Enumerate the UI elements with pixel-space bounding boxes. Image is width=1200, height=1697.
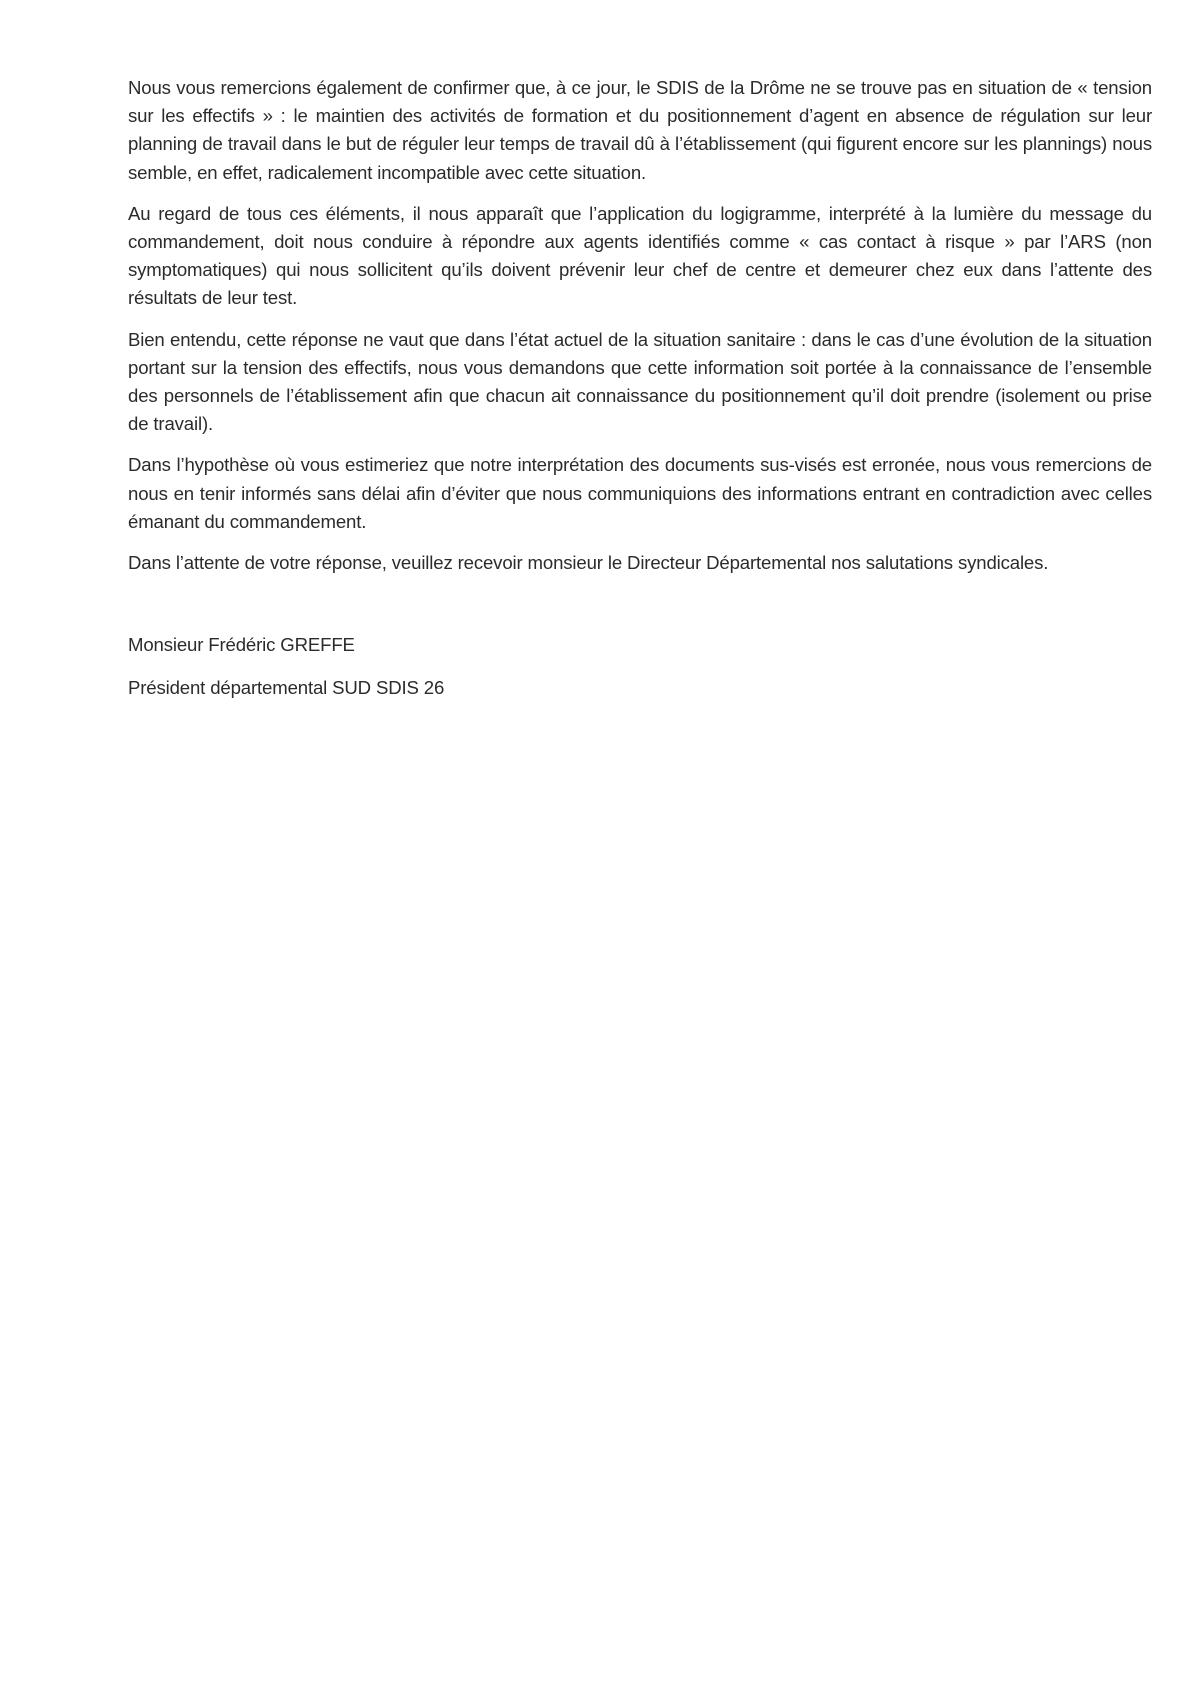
closing-paragraph: Dans l’attente de votre réponse, veuillez recevoir monsieur le Directeur Départemental nos salutations syndicales. — [128, 552, 1049, 574]
signatory-name: Monsieur Frédéric GREFFE — [128, 634, 355, 656]
signature-block — [128, 631, 1152, 702]
body-paragraph-1: Nous vous remercions également de confirmer que, à ce jour, le SDIS de la Drôme ne se trouve pas en situation de « tension sur les effectifs » : le maintien des activités de formation et du positionnement d’agent en absence de régulation sur leur planning de travail dans le but de réguler leur temps de travail dû à l’établissement (qui figurent encore sur les plannings) nous semble, en effet, radicalement incompatible avec cette situation. — [128, 77, 1152, 183]
body-paragraph-2: Au regard de tous ces éléments, il nous apparaît que l’application du logigramme, interprété à la lumière du message du commandement, doit nous conduire à répondre aux agents identifiés comme « cas contact à risque » par l’ARS (non symptomatiques) qui nous sollicitent qu’ils doivent prévenir leur chef de centre et demeurer chez eux dans l’attente des résultats de leur test. — [128, 202, 1152, 309]
signatory-title: Président départemental SUD SDIS 26 — [128, 677, 445, 699]
body-paragraph-4: Dans l’hypothèse où vous estimeriez que notre interprétation des documents sus-visés est erronée, nous vous remercions de nous en tenir informés sans délai afin d’éviter que nous communiquions des informations entrant en contradiction avec celles émanant du commandement. — [128, 454, 1152, 532]
letter-body — [128, 74, 1152, 703]
body-paragraph-3: Bien entendu, cette réponse ne vaut que dans l’état actuel de la situation sanitaire : dans le cas d’une évolution de la situation portant sur la tension des effectifs, nous vous demandons que cette information soit portée à la connaissance de l’ensemble des personnels de l’établissement afin que chacun ait connaissance du positionnement qu’il doit prendre (isolement ou prise de travail). — [128, 328, 1152, 435]
